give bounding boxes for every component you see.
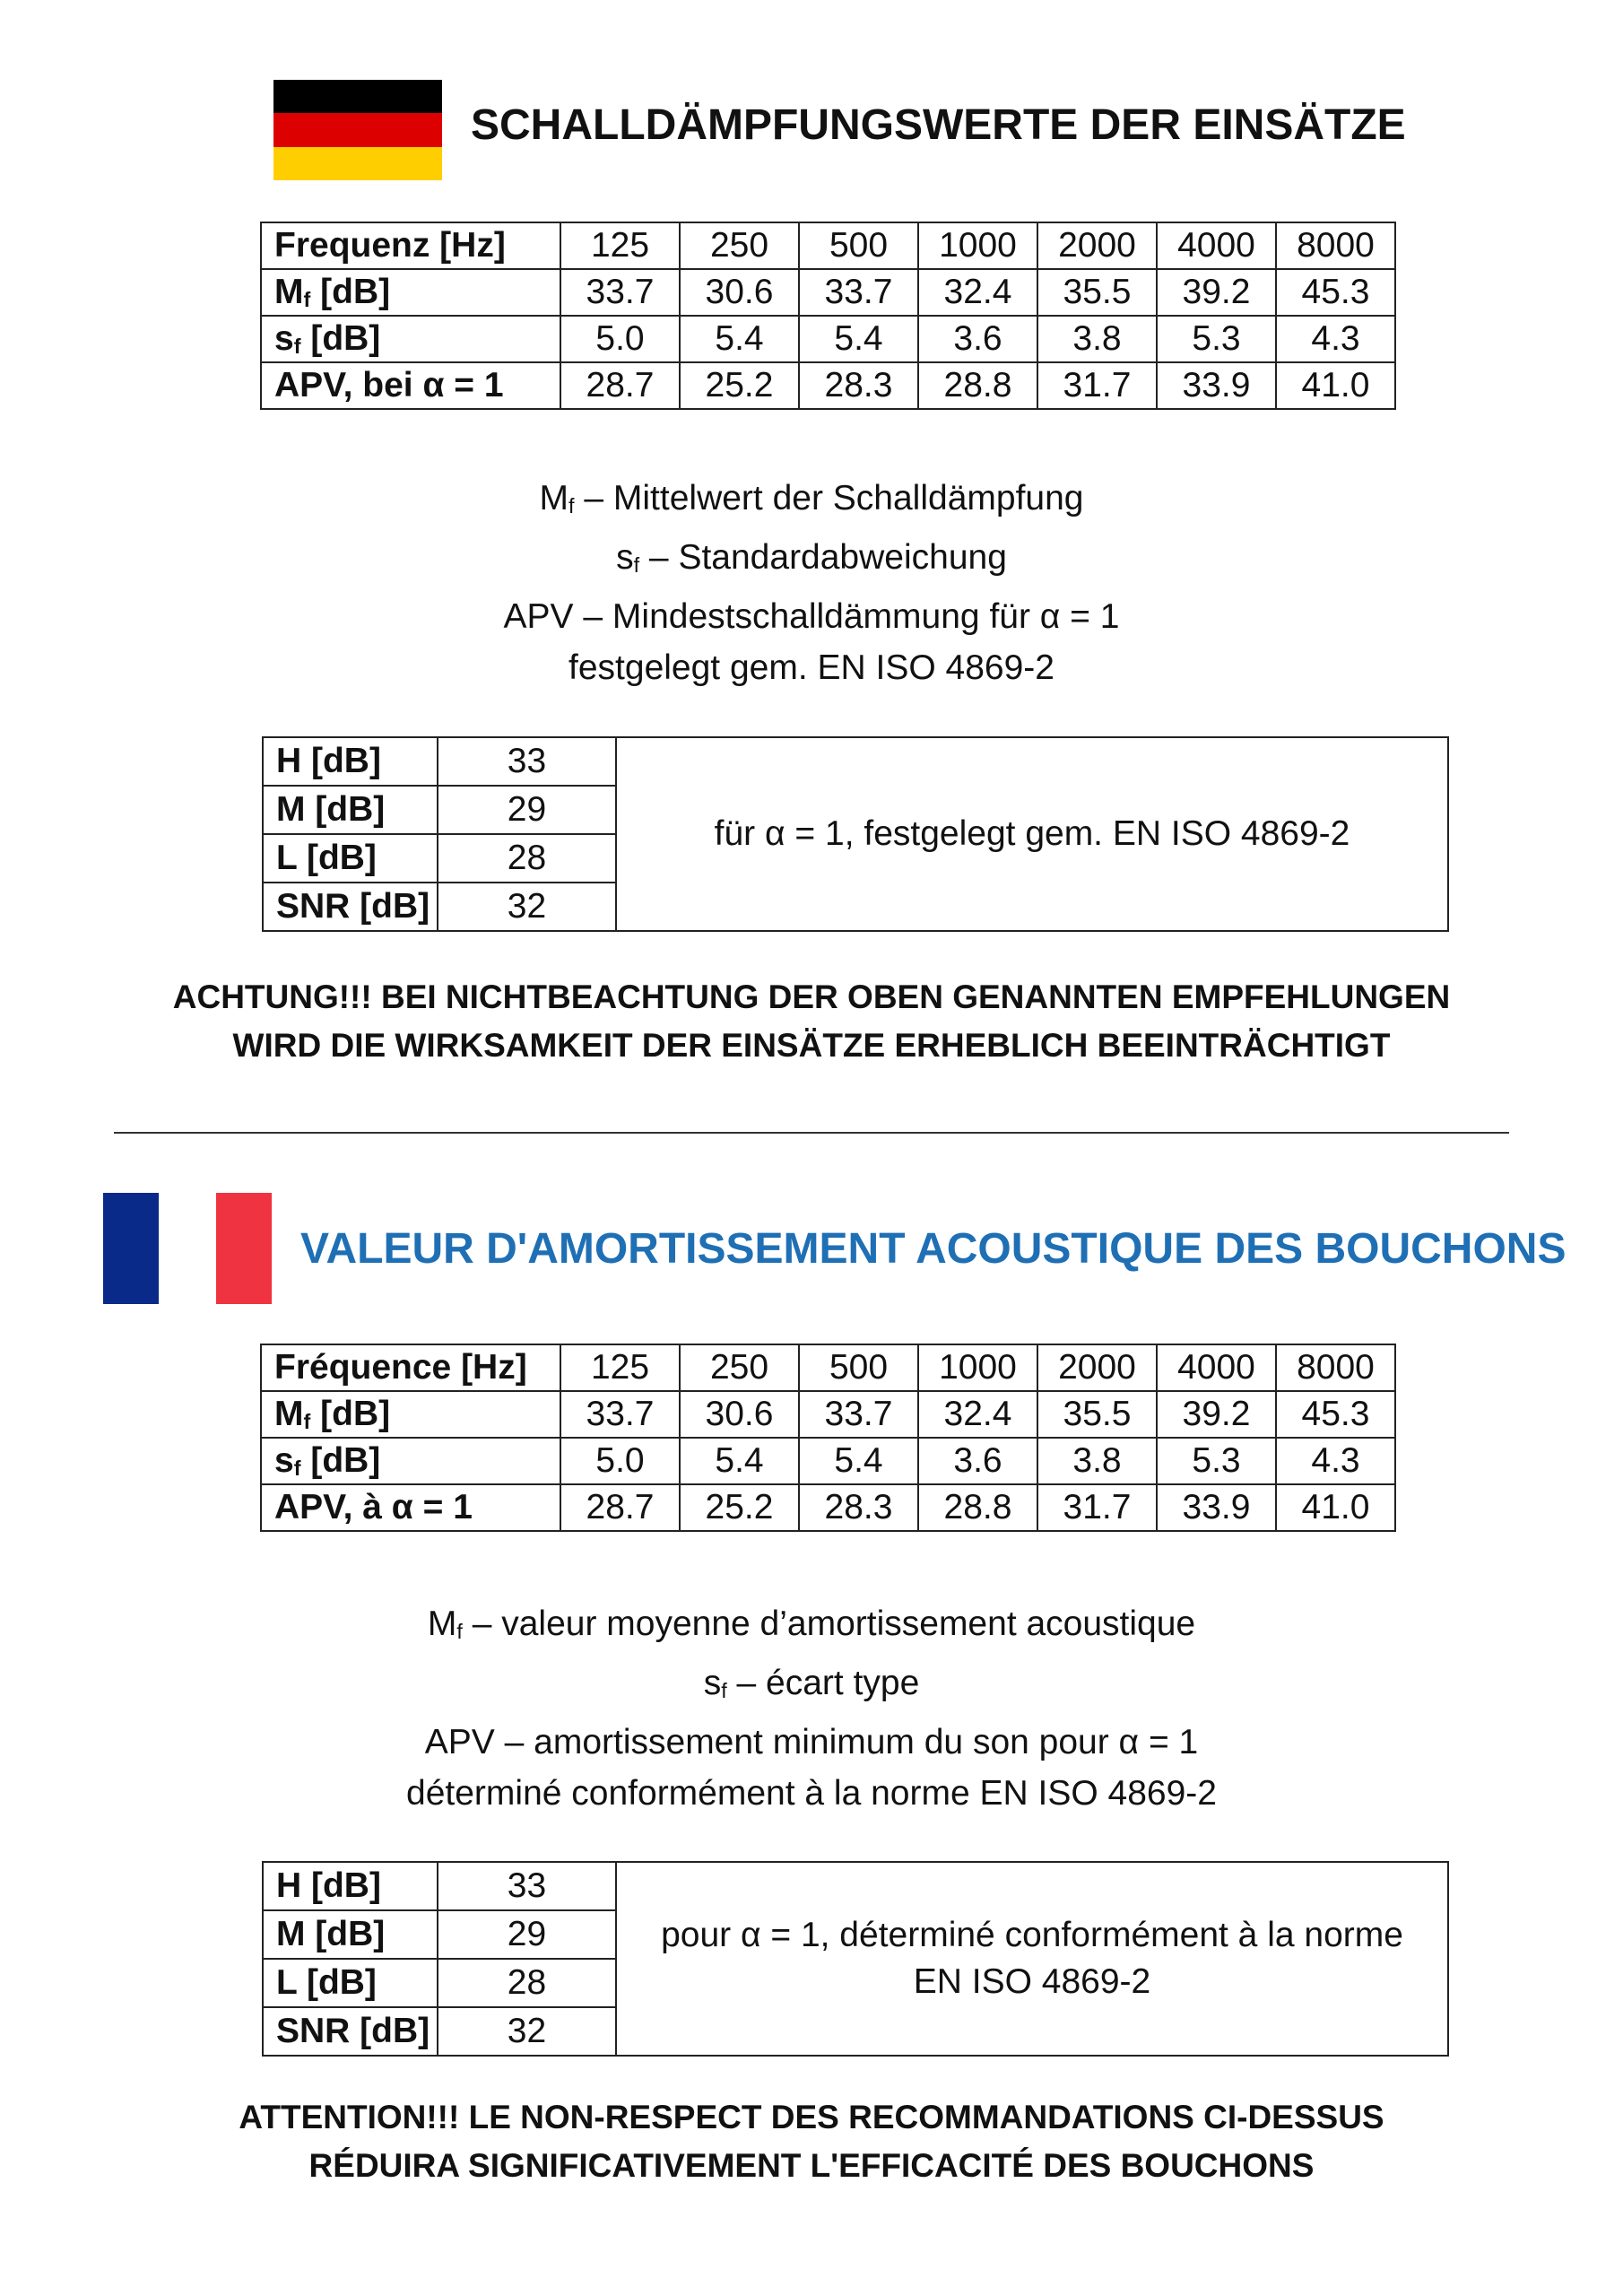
snr-note: pour α = 1, déterminé conformément à la norme EN ISO 4869-2: [616, 1862, 1448, 2056]
value-cell: 28.7: [560, 362, 680, 409]
freq-cell: 8000: [1276, 222, 1395, 269]
warning-de: [0, 973, 1623, 1070]
snr-label: H [dB]: [263, 737, 438, 786]
value-cell: 3.6: [918, 316, 1037, 362]
value-cell: 25.2: [680, 1484, 799, 1531]
snr-label: L [dB]: [263, 834, 438, 883]
value-cell: 31.7: [1037, 1484, 1157, 1531]
freq-cell: 500: [799, 1344, 918, 1391]
snr-value: 28: [438, 834, 616, 883]
table-row: [261, 1484, 1395, 1531]
flag-band-red: [216, 1193, 272, 1304]
row-label: $M_f$ [dB]: [261, 269, 560, 316]
table-row: [261, 362, 1395, 409]
value-cell: 3.8: [1037, 1438, 1157, 1484]
freq-cell: 1000: [918, 1344, 1037, 1391]
section-title-de: SCHALLDÄMPFUNGSWERTE DER EINSÄTZE: [471, 101, 1406, 149]
value-cell: 35.5: [1037, 1391, 1157, 1438]
warning-line: RÉDUIRA SIGNIFICATIVEMENT L'EFFICACITÉ DES BOUCHONS: [308, 2147, 1315, 2184]
freq-cell: 2000: [1037, 222, 1157, 269]
legend-sf: $s_f$ – écart type: [703, 1664, 920, 1702]
flag-band-black: [273, 80, 442, 113]
snr-value: 28: [438, 1959, 616, 2007]
legend-sf: $s_f$ – Standardabweichung: [616, 538, 1007, 577]
snr-label: H [dB]: [263, 1862, 438, 1910]
value-cell: 32.4: [918, 269, 1037, 316]
warning-line: ACHTUNG!!! BEI NICHTBEACHTUNG DER OBEN GENANNTEN EMPFEHLUNGEN: [172, 978, 1451, 1015]
row-label: APV, à α = 1: [261, 1484, 560, 1531]
value-cell: 25.2: [680, 362, 799, 409]
legend-norm: festgelegt gem. EN ISO 4869-2: [568, 648, 1055, 687]
freq-cell: 8000: [1276, 1344, 1395, 1391]
table-row: [263, 737, 1448, 786]
snr-value: 29: [438, 786, 616, 834]
freq-cell: 4000: [1157, 1344, 1276, 1391]
value-cell: 5.0: [560, 316, 680, 362]
value-cell: 28.8: [918, 1484, 1037, 1531]
freq-cell: 250: [680, 222, 799, 269]
row-label: $s_f$ [dB]: [261, 1438, 560, 1484]
section-title-fr: VALEUR D'AMORTISSEMENT ACOUSTIQUE DES BOUCHONS: [300, 1225, 1567, 1273]
row-label: $M_f$ [dB]: [261, 1391, 560, 1438]
section-divider: [114, 1132, 1509, 1134]
value-cell: 35.5: [1037, 269, 1157, 316]
value-cell: 3.6: [918, 1438, 1037, 1484]
value-cell: 3.8: [1037, 316, 1157, 362]
value-cell: 32.4: [918, 1391, 1037, 1438]
value-cell: 5.0: [560, 1438, 680, 1484]
value-cell: 33.7: [560, 269, 680, 316]
value-cell: 5.4: [799, 1438, 918, 1484]
warning-line: WIRD DIE WIRKSAMKEIT DER EINSÄTZE ERHEBLICH BEEINTRÄCHTIGT: [232, 1027, 1391, 1064]
snr-note: für α = 1, festgelegt gem. EN ISO 4869-2: [616, 737, 1448, 931]
snr-value: 32: [438, 2007, 616, 2056]
snr-table-fr: [262, 1861, 1449, 2057]
warning-line: ATTENTION!!! LE NON-RESPECT DES RECOMMANDATIONS CI-DESSUS: [239, 2099, 1384, 2135]
value-cell: 33.7: [799, 1391, 918, 1438]
freq-cell: 4000: [1157, 222, 1276, 269]
value-cell: 39.2: [1157, 1391, 1276, 1438]
legend-de: [0, 473, 1623, 693]
value-cell: 5.3: [1157, 1438, 1276, 1484]
value-cell: 39.2: [1157, 269, 1276, 316]
snr-value: 32: [438, 883, 616, 931]
value-cell: 4.3: [1276, 1438, 1395, 1484]
freq-cell: 1000: [918, 222, 1037, 269]
value-cell: 33.9: [1157, 1484, 1276, 1531]
flag-band-red: [273, 113, 442, 146]
value-cell: 41.0: [1276, 362, 1395, 409]
snr-label: M [dB]: [263, 1910, 438, 1959]
snr-table-de: [262, 736, 1449, 932]
legend-apv: APV – Mindestschalldämmung für α = 1: [503, 597, 1120, 636]
value-cell: 45.3: [1276, 269, 1395, 316]
value-cell: 33.7: [799, 269, 918, 316]
freq-cell: 125: [560, 1344, 680, 1391]
value-cell: 33.7: [560, 1391, 680, 1438]
value-cell: 28.7: [560, 1484, 680, 1531]
value-cell: 5.4: [799, 316, 918, 362]
attenuation-table-de: [260, 222, 1396, 410]
value-cell: 31.7: [1037, 362, 1157, 409]
value-cell: 30.6: [680, 269, 799, 316]
snr-label: L [dB]: [263, 1959, 438, 2007]
table-row: [261, 269, 1395, 316]
attenuation-table-fr: [260, 1344, 1396, 1532]
value-cell: 33.9: [1157, 362, 1276, 409]
value-cell: 28.8: [918, 362, 1037, 409]
freq-cell: 250: [680, 1344, 799, 1391]
value-cell: 28.3: [799, 1484, 918, 1531]
freq-cell: 2000: [1037, 1344, 1157, 1391]
value-cell: 5.3: [1157, 316, 1276, 362]
snr-label: SNR [dB]: [263, 2007, 438, 2056]
snr-value: 29: [438, 1910, 616, 1959]
row-label: APV, bei α = 1: [261, 362, 560, 409]
legend-norm: déterminé conformément à la norme EN ISO 4869-2: [406, 1774, 1217, 1813]
snr-value: 33: [438, 737, 616, 786]
snr-value: 33: [438, 1862, 616, 1910]
flag-band-blue: [103, 1193, 159, 1304]
freq-cell: 125: [560, 222, 680, 269]
legend-mf: $M_f$ – valeur moyenne d’amortissement acoustique: [427, 1605, 1196, 1643]
warning-fr: [0, 2093, 1623, 2190]
value-cell: 30.6: [680, 1391, 799, 1438]
german-flag: [273, 80, 442, 180]
flag-band-white: [159, 1193, 214, 1304]
header-label: Frequenz [Hz]: [261, 222, 560, 269]
table-row: [261, 1438, 1395, 1484]
table-row: [261, 1344, 1395, 1391]
row-label: $s_f$ [dB]: [261, 316, 560, 362]
value-cell: 41.0: [1276, 1484, 1395, 1531]
table-row: [261, 316, 1395, 362]
freq-cell: 500: [799, 222, 918, 269]
table-row: [261, 222, 1395, 269]
value-cell: 28.3: [799, 362, 918, 409]
table-row: [263, 1862, 1448, 1910]
value-cell: 5.4: [680, 1438, 799, 1484]
legend-mf: $M_f$ – Mittelwert der Schalldämpfung: [539, 479, 1084, 517]
header-label: Fréquence [Hz]: [261, 1344, 560, 1391]
value-cell: 45.3: [1276, 1391, 1395, 1438]
snr-label: SNR [dB]: [263, 883, 438, 931]
legend-fr: [0, 1598, 1623, 1819]
french-flag: [103, 1193, 272, 1304]
snr-label: M [dB]: [263, 786, 438, 834]
flag-band-gold: [273, 147, 442, 180]
legend-apv: APV – amortissement minimum du son pour α = 1: [424, 1723, 1199, 1761]
value-cell: 5.4: [680, 316, 799, 362]
table-row: [261, 1391, 1395, 1438]
value-cell: 4.3: [1276, 316, 1395, 362]
